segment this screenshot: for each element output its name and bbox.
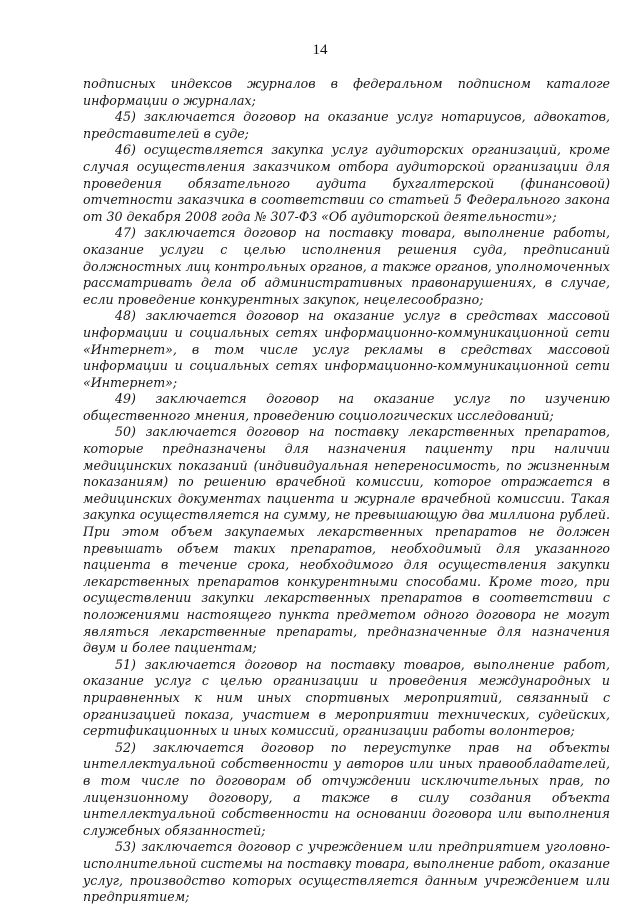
page-number: 14 — [312, 42, 328, 58]
paragraph: подписных индексов журналов в федеральном подписном каталоге информации о журналах; — [83, 76, 610, 108]
paragraph: 52) заключается договор по переуступке прав на объекты интеллектуальной собственности у авторов или иных правообладателей, в том числе по договорам об отчуждении исключительных прав, по лицензионному договору, а также в силу создания объекта интеллектуальной собственности на основании договора или выполнения служебных обязанностей; — [83, 739, 610, 838]
paragraph: 49) заключается договор на оказание услуг по изучению общественного мнения, проведению социологических исследований; — [83, 391, 610, 423]
paragraph: 46) осуществляется закупка услуг аудиторских организаций, кроме случая осуществления заказчиком отбора аудиторской организации для проведения обязательного аудита бухгалтерской (финансовой) отчетности заказчика в соответствии со статьей 5 Федерального закона от 30 декабря 2008 года № 307-ФЗ «Об аудиторской деятельности»; — [83, 142, 610, 224]
paragraph: 48) заключается договор на оказание услуг в средствах массовой информации и социальных сетях информационно-коммуникационной сети «Интернет», в том числе услуг рекламы в средствах массовой информации и социальных сетях информационно-коммуникационной сети «Интернет»; — [83, 308, 610, 390]
paragraph: 50) заключается договор на поставку лекарственных препаратов, которые предназначены для назначения пациенту при наличии медицинских показаний (индивидуальная непереносимость, по жизненным показаниям) по решению врачебной комиссии, которое отражается в медицинских документах пациента и журнале врачебной комиссии. Такая закупка осуществляется на сумму, не превышающую два миллиона рублей. При этом объем закупаемых лекарственных препаратов не должен превышать объем таких препаратов, необходимый для указанного пациента в течение срока, необходимого для осуществления закупки лекарственных препаратов конкурентными способами. Кроме того, при осуществлении закупки лекарственных препаратов в соответствии с положениями настоящего пункта предметом одного договора не могут являться лекарственные препараты, предназначенные для назначения двум и более пациентам; — [83, 424, 610, 656]
document-body — [83, 76, 610, 906]
paragraph: 45) заключается договор на оказание услуг нотариусов, адвокатов, представителей в суде; — [83, 109, 610, 141]
paragraph: 47) заключается договор на поставку товара, выполнение работы, оказание услуги с целью исполнения решения суда, предписаний должностных лиц контрольных органов, а также органов, уполномоченных рассматривать дела об административных правонарушениях, в случае, если проведение конкурентных закупок, нецелесообразно; — [83, 225, 610, 307]
paragraph: 51) заключается договор на поставку товаров, выполнение работ, оказание услуг с целью организации и проведения международных и приравненных к ним иных спортивных мероприятий, связанный с организацией показа, участием в мероприятии технических, судейских, сертификационных и иных комиссий, организации работы волонтеров; — [83, 656, 610, 739]
paragraph: 53) заключается договор с учреждением или предприятием уголовно-исполнительной системы на поставку товара, выполнение работ, оказание услуг, производство которых осуществляется данным учреждением или предприятием; — [83, 839, 610, 905]
